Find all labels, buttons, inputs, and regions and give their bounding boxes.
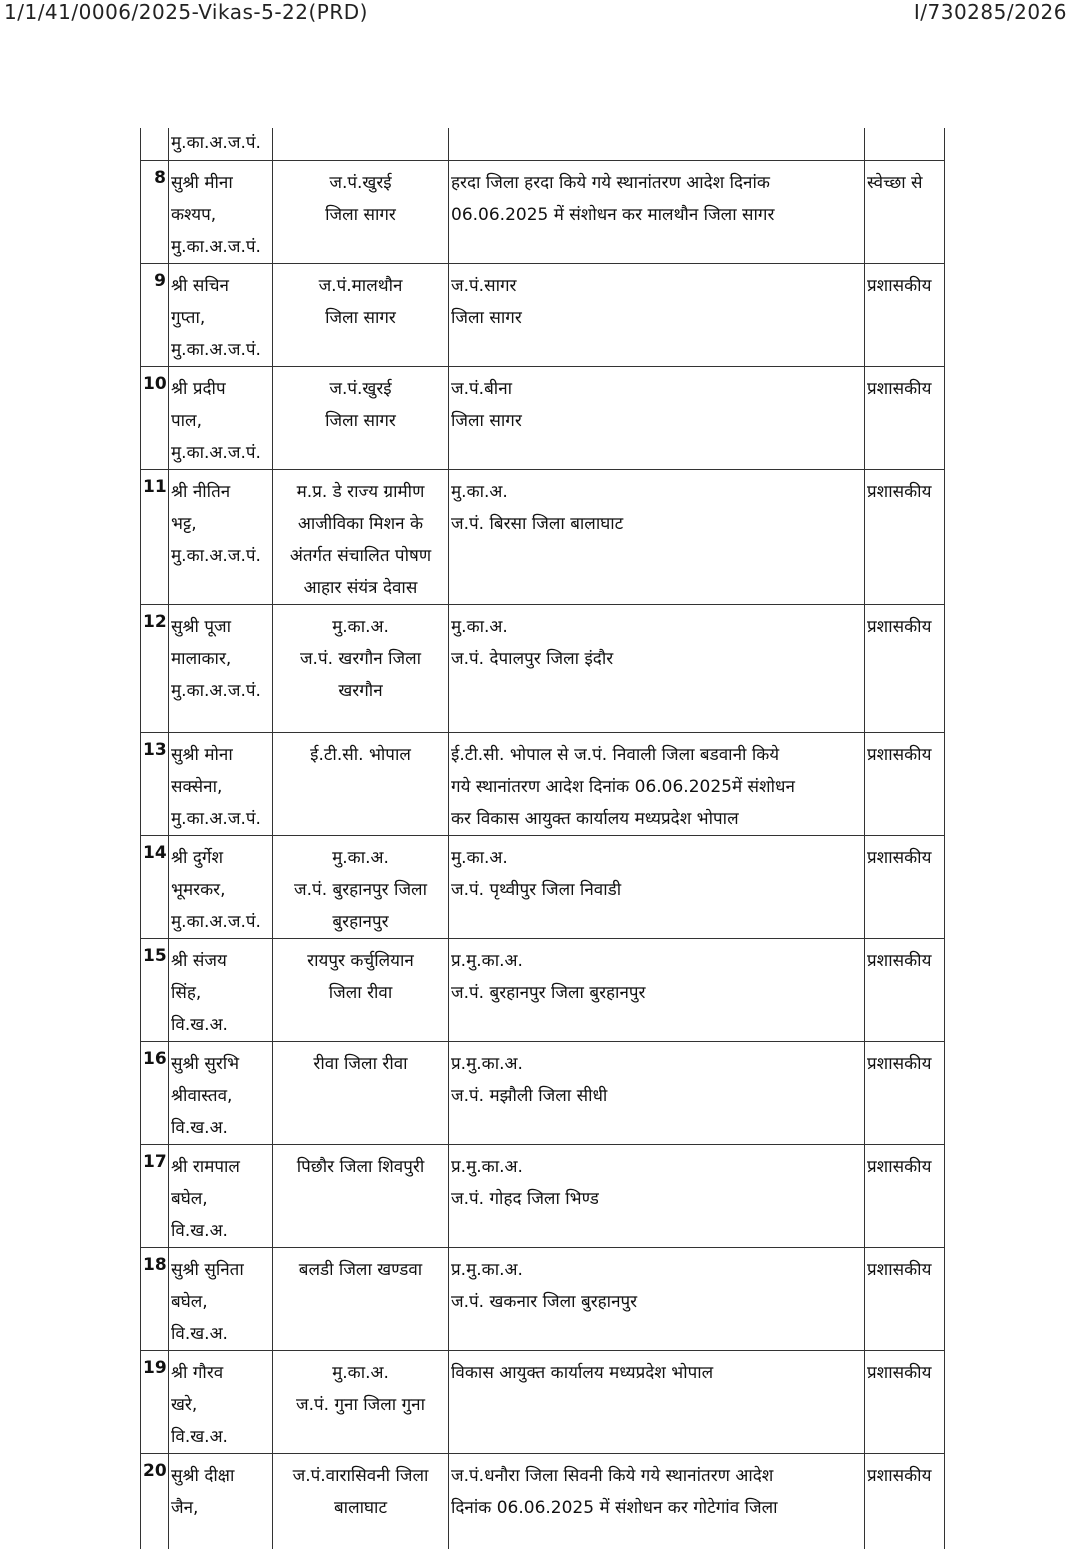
- new-posting-line: दिनांक 06.06.2025 में संशोधन कर गोटेगांव जिला: [451, 1497, 778, 1518]
- new-posting-line: ज.पं. देपालपुर जिला इंदौर: [451, 648, 614, 669]
- officer-name-line: जैन,: [171, 1497, 199, 1518]
- current-posting-line: बलडी जिला खण्डवा: [298, 1259, 423, 1280]
- current-posting-line: ज.पं. खरगौन जिला: [299, 648, 422, 669]
- current-posting-line: खरगौन: [338, 680, 383, 701]
- new-posting: [449, 263, 865, 366]
- officer-name: [169, 1247, 273, 1350]
- officer-name-line: श्रीवास्तव,: [171, 1085, 233, 1106]
- officer-name-line: मु.का.अ.ज.पं.: [171, 545, 261, 566]
- officer-name-line: सक्सेना,: [171, 776, 223, 797]
- officer-name-line: मु.का.अ.ज.पं.: [171, 808, 261, 829]
- transfer-type: प्रशासकीय: [865, 604, 945, 732]
- new-posting-line: ज.पं.बीना: [451, 378, 513, 399]
- officer-name-line: मु.का.अ.ज.पं.: [171, 442, 261, 463]
- officer-name-line: बघेल,: [171, 1188, 208, 1209]
- officer-name-line: मु.का.अ.ज.पं.: [171, 133, 261, 153]
- current-posting-line: बालाघाट: [333, 1497, 388, 1518]
- officer-name-line: भट्ट,: [171, 513, 197, 534]
- current-posting-line: जिला सागर: [325, 307, 396, 328]
- officer-name-line: पाल,: [171, 410, 202, 431]
- table-row: [141, 128, 945, 160]
- officer-name: [169, 1350, 273, 1453]
- new-posting: [449, 1453, 865, 1549]
- current-posting-line: ई.टी.सी. भोपाल: [310, 744, 411, 765]
- new-posting-line: कर विकास आयुक्त कार्यालय मध्यप्रदेश भोपाल: [451, 808, 739, 829]
- current-posting-line: जिला सागर: [325, 204, 396, 225]
- table-row: [141, 1350, 945, 1453]
- current-posting-line: पिछौर जिला शिवपुरी: [296, 1156, 425, 1177]
- officer-name-line: कश्यप,: [171, 204, 217, 225]
- table-row: [141, 1247, 945, 1350]
- current-posting: [273, 1144, 449, 1247]
- officer-name-line: सुश्री मोना: [171, 744, 233, 765]
- new-posting: [449, 835, 865, 938]
- table-row: [141, 263, 945, 366]
- transfer-type: प्रशासकीय: [865, 732, 945, 835]
- new-posting-line: ज.पं. गोहद जिला भिण्ड: [451, 1188, 599, 1209]
- current-posting-line: आजीविका मिशन के: [297, 513, 424, 534]
- officer-name-line: वि.ख.अ.: [171, 1426, 228, 1447]
- officer-name-line: भूमरकर,: [171, 879, 226, 900]
- current-posting-line: आहार संयंत्र देवास: [303, 577, 418, 598]
- table-row: [141, 160, 945, 263]
- transfer-type: प्रशासकीय: [865, 263, 945, 366]
- new-posting-line: ज.पं. मझौली जिला सीधी: [451, 1085, 608, 1106]
- new-posting: [449, 366, 865, 469]
- current-posting: [273, 263, 449, 366]
- officer-name-line: श्री गौरव: [171, 1362, 224, 1383]
- serial-number: 16: [141, 1041, 169, 1144]
- officer-name-line: श्री प्रदीप: [171, 378, 226, 399]
- officer-name: [169, 128, 273, 160]
- new-posting: [449, 1350, 865, 1453]
- serial-number: 9: [141, 263, 169, 366]
- current-posting-line: ज.पं.खुरई: [329, 172, 392, 193]
- current-posting: [273, 469, 449, 604]
- serial-number: 15: [141, 938, 169, 1041]
- officer-name-line: मु.का.अ.ज.पं.: [171, 680, 261, 701]
- current-posting: [273, 128, 449, 160]
- current-posting-line: ज.पं.मालथौन: [318, 275, 403, 296]
- officer-name: [169, 1041, 273, 1144]
- officer-name-line: सिंह,: [171, 982, 202, 1003]
- officer-name: [169, 835, 273, 938]
- transfer-type: प्रशासकीय: [865, 1247, 945, 1350]
- current-posting-line: मु.का.अ.: [332, 616, 389, 637]
- transfer-table: [140, 128, 945, 1549]
- current-posting-line: बुरहानपुर: [332, 911, 389, 932]
- new-posting-line: प्र.मु.का.अ.: [451, 1053, 523, 1074]
- officer-name-line: श्री दुर्गेश: [171, 847, 224, 868]
- new-posting-line: जिला सागर: [451, 410, 522, 431]
- table-row: [141, 1144, 945, 1247]
- officer-name: [169, 160, 273, 263]
- transfer-table-body: [141, 128, 945, 1549]
- transfer-type: स्वेच्छा से: [865, 160, 945, 263]
- current-posting-line: ज.पं. बुरहानपुर जिला: [294, 879, 427, 900]
- officer-name-line: मु.का.अ.ज.पं.: [171, 339, 261, 360]
- serial-number: 10: [141, 366, 169, 469]
- new-posting-line: हरदा जिला हरदा किये गये स्थानांतरण आदेश दिनांक: [451, 172, 770, 193]
- current-posting-line: ज.पं. गुना जिला गुना: [295, 1394, 426, 1415]
- new-posting: [449, 604, 865, 732]
- officer-name-line: खरे,: [171, 1394, 198, 1415]
- officer-name-line: सुश्री पूजा: [171, 616, 232, 637]
- current-posting: [273, 835, 449, 938]
- officer-name-line: वि.ख.अ.: [171, 1014, 228, 1035]
- table-row: [141, 469, 945, 604]
- serial-number: 18: [141, 1247, 169, 1350]
- serial-number: 12: [141, 604, 169, 732]
- officer-name-line: मु.का.अ.ज.पं.: [171, 911, 261, 932]
- new-posting: [449, 732, 865, 835]
- transfer-type: प्रशासकीय: [865, 1041, 945, 1144]
- current-posting: [273, 732, 449, 835]
- officer-name-line: वि.ख.अ.: [171, 1323, 228, 1344]
- current-posting: [273, 604, 449, 732]
- current-posting-line: अंतर्गत संचालित पोषण: [289, 545, 432, 566]
- officer-name: [169, 263, 273, 366]
- new-posting-line: मु.का.अ.: [451, 481, 508, 502]
- new-posting-line: प्र.मु.का.अ.: [451, 1156, 523, 1177]
- transfer-type: प्रशासकीय: [865, 1144, 945, 1247]
- current-posting-line: जिला रीवा: [328, 982, 393, 1003]
- document-number: I/730285/2026: [913, 0, 1067, 24]
- current-posting: [273, 366, 449, 469]
- officer-name-line: सुश्री मीना: [171, 172, 233, 193]
- current-posting-line: मु.का.अ.: [332, 1362, 389, 1383]
- new-posting-line: गये स्थानांतरण आदेश दिनांक 06.06.2025में संशोधन: [451, 776, 795, 797]
- current-posting: [273, 160, 449, 263]
- current-posting-line: ज.पं.वारासिवनी जिला: [292, 1465, 429, 1486]
- current-posting-line: म.प्र. डे राज्य ग्रामीण: [296, 481, 425, 502]
- current-posting: [273, 1350, 449, 1453]
- officer-name-line: गुप्ता,: [171, 307, 206, 328]
- new-posting: [449, 469, 865, 604]
- current-posting: [273, 938, 449, 1041]
- officer-name-line: सुश्री सुनिता: [171, 1259, 244, 1280]
- serial-number: 13: [141, 732, 169, 835]
- transfer-type: [865, 128, 945, 160]
- officer-name-line: बघेल,: [171, 1291, 208, 1312]
- new-posting-line: 06.06.2025 में संशोधन कर मालथौन जिला सागर: [451, 204, 775, 225]
- new-posting-line: विकास आयुक्त कार्यालय मध्यप्रदेश भोपाल: [451, 1362, 714, 1383]
- current-posting-line: ज.पं.खुरई: [329, 378, 392, 399]
- transfer-type: प्रशासकीय: [865, 1453, 945, 1549]
- new-posting-line: ई.टी.सी. भोपाल से ज.पं. निवाली जिला बडवानी किये: [451, 744, 780, 765]
- serial-number: 8: [141, 160, 169, 263]
- new-posting: [449, 128, 865, 160]
- current-posting-line: जिला सागर: [325, 410, 396, 431]
- officer-name: [169, 1144, 273, 1247]
- current-posting: [273, 1247, 449, 1350]
- new-posting-line: मु.का.अ.: [451, 847, 508, 868]
- transfer-type: प्रशासकीय: [865, 835, 945, 938]
- transfer-type: प्रशासकीय: [865, 938, 945, 1041]
- new-posting: [449, 1041, 865, 1144]
- officer-name: [169, 604, 273, 732]
- officer-name-line: सुश्री सुरभि: [171, 1053, 240, 1074]
- new-posting: [449, 1247, 865, 1350]
- officer-name: [169, 469, 273, 604]
- serial-number: 20: [141, 1453, 169, 1549]
- officer-name-line: वि.ख.अ.: [171, 1220, 228, 1241]
- transfer-type: प्रशासकीय: [865, 1350, 945, 1453]
- officer-name: [169, 1453, 273, 1549]
- new-posting: [449, 1144, 865, 1247]
- new-posting-line: ज.पं.सागर: [451, 275, 517, 296]
- serial-number: 17: [141, 1144, 169, 1247]
- serial-number: 19: [141, 1350, 169, 1453]
- new-posting-line: ज.पं. पृथ्वीपुर जिला निवाडी: [451, 879, 622, 900]
- officer-name-line: श्री संजय: [171, 950, 227, 971]
- new-posting-line: ज.पं. बिरसा जिला बालाघाट: [451, 513, 624, 534]
- new-posting: [449, 938, 865, 1041]
- officer-name-line: वि.ख.अ.: [171, 1117, 228, 1138]
- transfer-type: प्रशासकीय: [865, 469, 945, 604]
- table-row: [141, 938, 945, 1041]
- officer-name: [169, 938, 273, 1041]
- serial-number: 14: [141, 835, 169, 938]
- new-posting-line: प्र.मु.का.अ.: [451, 950, 523, 971]
- officer-name-line: श्री रामपाल: [171, 1156, 240, 1177]
- current-posting-line: रीवा जिला रीवा: [313, 1053, 408, 1074]
- officer-name: [169, 366, 273, 469]
- officer-name-line: मु.का.अ.ज.पं.: [171, 236, 261, 257]
- file-reference: 1/1/41/0006/2025-Vikas-5-22(PRD): [4, 0, 368, 24]
- officer-name-line: श्री नीतिन: [171, 481, 231, 502]
- new-posting-line: मु.का.अ.: [451, 616, 508, 637]
- officer-name: [169, 732, 273, 835]
- table-row: [141, 732, 945, 835]
- transfer-type: प्रशासकीय: [865, 366, 945, 469]
- table-row: [141, 1453, 945, 1549]
- serial-number: 11: [141, 469, 169, 604]
- current-posting: [273, 1453, 449, 1549]
- new-posting: [449, 160, 865, 263]
- table-row: [141, 366, 945, 469]
- new-posting-line: ज.पं. बुरहानपुर जिला बुरहानपुर: [451, 982, 646, 1003]
- current-posting-line: रायपुर कर्चुलियान: [307, 950, 414, 971]
- new-posting-line: जिला सागर: [451, 307, 522, 328]
- current-posting-line: मु.का.अ.: [332, 847, 389, 868]
- officer-name-line: सुश्री दीक्षा: [171, 1465, 235, 1486]
- table-row: [141, 1041, 945, 1144]
- officer-name-line: मालाकार,: [171, 648, 232, 669]
- serial-number: [141, 128, 169, 160]
- current-posting: [273, 1041, 449, 1144]
- new-posting-line: ज.पं. खकनार जिला बुरहानपुर: [451, 1291, 638, 1312]
- new-posting-line: ज.पं.धनौरा जिला सिवनी किये गये स्थानांतरण आदेश: [451, 1465, 774, 1486]
- table-row: [141, 604, 945, 732]
- officer-name-line: श्री सचिन: [171, 275, 229, 296]
- new-posting-line: प्र.मु.का.अ.: [451, 1259, 523, 1280]
- table-row: [141, 835, 945, 938]
